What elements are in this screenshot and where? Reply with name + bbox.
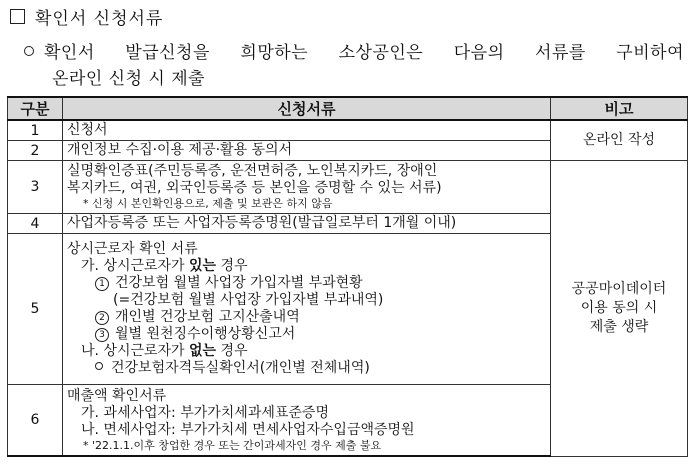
section-heading [10,4,163,28]
circled-number-icon: 2 [95,311,109,325]
doc-line: 복지카드, 여권, 외국인등록증 등 본인을 증명할 수 있는 서류) [67,180,442,196]
remark-line: 이용 동의 시 [580,299,658,316]
doc-line: 실명확인증표(주민등록증, 운전면허증, 노인복지카드, 장애인 [67,163,438,179]
row-number: 2 [8,141,63,161]
remark-public-data [551,161,688,457]
circled-number-icon: 1 [95,277,109,291]
row-document [63,234,551,385]
row-number: 4 [8,214,63,234]
subitem-text: 월별 원천징수이행상황신고서 [115,326,296,342]
doc-subitem [67,360,546,377]
subitem-emphasis: 있는 [189,258,217,274]
row-number: 1 [8,120,63,141]
row-number: 3 [8,161,63,214]
intro-line-1 [24,40,684,66]
doc-subitem: 가. 과세사업자: 부가가치세과세표준증명 [81,404,329,421]
row-document: 사업자등록증 또는 사업자등록증명원(발급일로부터 1개월 이내) [63,214,551,234]
row-document: 개인정보 수집·이용 제공·활용 동의서 [63,141,551,161]
remark-online: 온라인 작성 [551,120,688,161]
subitem-text: 건강보험 월별 사업장 가입자별 부과현황 [115,275,363,291]
subitem-suffix: 경우 [216,258,248,274]
subitem-text: 개인별 건강보험 고지산출내역 [115,309,300,325]
doc-title: 매출액 확인서류 [67,387,167,404]
square-bullet-icon [10,9,25,24]
doc-subitem [67,309,546,326]
header-no: 구분 [8,97,63,120]
circle-bullet-icon [24,46,34,56]
row-number: 6 [8,385,63,457]
intro-text-1: 확인서 발급신청을 희망하는 소상공인은 다음의 서류를 구비하여 [44,43,684,63]
doc-subitem: (=건강보험 월별 사업장 가입자별 부과내역) [113,292,384,308]
circled-number-icon: 3 [95,328,109,342]
subitem-prefix: 가. 상시근로자가 [81,258,190,274]
documents-table [7,96,688,457]
header-remark: 비고 [551,97,688,120]
doc-subitem [67,258,546,275]
subitem-prefix: 나. 상시근로자가 [81,343,190,359]
doc-note: * 신청 시 본인확인용으로, 제출 및 보관은 하지 않음 [83,197,333,210]
remark-line: 제출 생략 [589,318,649,335]
table-row [8,161,688,214]
header-doc: 신청서류 [63,97,551,120]
intro-paragraph [24,40,684,92]
doc-subitem [67,326,546,343]
section-title: 확인서 신청서류 [35,8,164,29]
doc-subitem: 나. 면세사업자: 부가가치세 면세사업자수입금액증명원 [81,421,415,438]
subitem-emphasis: 없는 [189,343,217,359]
row-document [63,385,551,457]
subitem-text: 건강보험자격득실확인서(개인별 전체내역) [111,360,370,376]
intro-line-2: 온라인 신청 시 제출 [52,69,206,89]
subitem-suffix: 경우 [216,343,248,359]
doc-subitem [67,275,546,292]
table-row [8,120,688,141]
doc-subitem [67,343,546,360]
row-document: 신청서 [63,120,551,141]
ring-bullet-icon [95,362,103,370]
doc-note: * '22.1.1.이후 창업한 경우 또는 간이과세자인 경우 제출 불요 [83,438,382,452]
row-document [63,161,551,214]
remark-line: 공공마이데이터 [571,280,667,297]
table-header-row [8,97,688,120]
row-number: 5 [8,234,63,385]
doc-title: 상시근로자 확인 서류 [67,241,198,257]
